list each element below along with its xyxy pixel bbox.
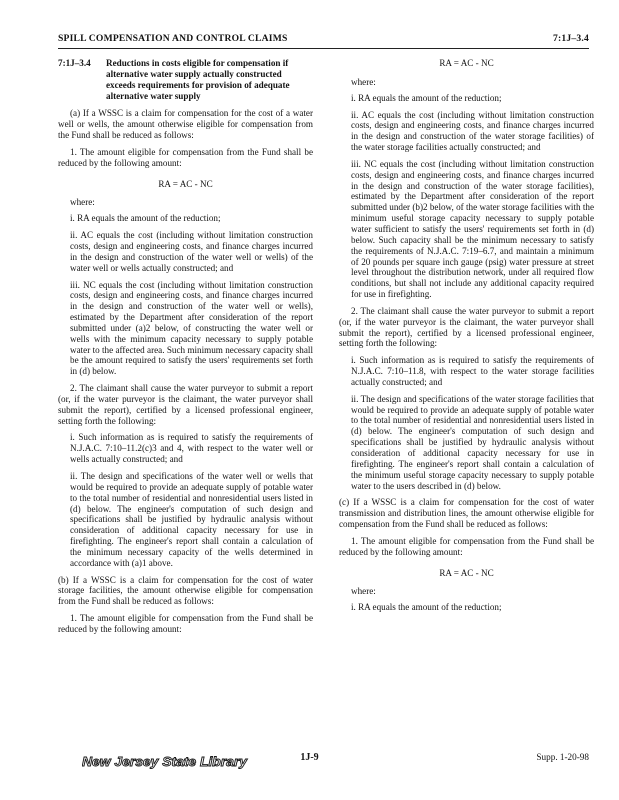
para-a2: 2. The claimant shall cause the water purveyor to submit a report (or, if the water purveyor is the claimant, the water purveyor shall submit the report), certified by a licensed professional engineer, setting forth the following: (58, 383, 313, 426)
header-title: SPILL COMPENSATION AND CONTROL CLAIMS (58, 33, 288, 44)
para-a1: 1. The amount eligible for compensation from the Fund shall be reduced by the following amount: (58, 146, 313, 168)
para-a2-ii: ii. The design and specifications of the water well or wells that would be required to provide an adequate supply of potable water to the total number of residential and nonresidential users listed in (d) below. The engineer's computation of such design and specifications shall be justified by hydraulic analysis without consideration of additional capacity necessary for use in firefighting. The engineer's report shall contain a calculation of the minimum necessary capacity of the wells determined in accordance with (a)1 above. (70, 471, 313, 568)
para-b1-ii: ii. AC equals the cost (including without limitation construction costs, design and engineering costs, and finance charges incurred in the design and construction of the water storage facilities) of the water storage facilities actually constructed; and (351, 109, 594, 153)
para-b1: 1. The amount eligible for compensation from the Fund shall be reduced by the following amount: (58, 613, 313, 634)
para-b1-i: i. RA equals the amount of the reduction; (351, 92, 502, 103)
para-b1-iii: iii. NC equals the cost (including without limitation construction costs, design and engineering costs, and finance charges incurred in the design and construction of the water storage facilities), estimated by the Department after consideration of the report submitted under (b)2 below, of the water storage facilities with the minimum useful storage capacity necessary to supply potable water sufficient to satisfy the users' requirements set forth in (d) below. Such capacity shall be the minimum necessary to satisfy the requirements of N.J.A.C. 7:19–6.7, and maintain a minimum of 20 pounds per square inch gauge (psig) water pressure at street level throughout the distribution network, under all required flow conditions, but shall not include any additional capacity required for use in firefighting. (351, 158, 594, 300)
left-column (58, 58, 313, 641)
formula: RA = AC - NC (158, 178, 213, 189)
section-number: 7:1J–3.4 (58, 58, 91, 68)
para-b: (b) If a WSSC is a claim for compensation for the cost of water storage facilities, the amount otherwise eligible for compensation from the Fund shall be reduced as follows: (58, 574, 313, 607)
para-c1-i: i. RA equals the amount of the reduction; (351, 602, 502, 613)
where-label: where: (351, 76, 376, 87)
running-header (58, 33, 589, 44)
formula: RA = AC - NC (439, 567, 494, 578)
para-a1-i: i. RA equals the amount of the reduction; (70, 213, 221, 224)
where-label: where: (70, 197, 95, 208)
para-a1-ii: ii. AC equals the cost (including without limitation construction costs, design and engineering costs, and finance charges incurred in the design and construction of the water well or wells) of the water well or wells actually constructed; and (70, 230, 313, 273)
para-b2-i: i. Such information as is required to satisfy the requirements of N.J.A.C. 7:10–11.8, with respect to the water storage facilities actually constructed; and (351, 355, 594, 387)
header-rule (58, 48, 589, 49)
para-a: (a) If a WSSC is a claim for compensation for the cost of a water well or wells, the amount otherwise eligible for compensation from the Fund shall be reduced as follows: (58, 108, 313, 141)
section-title: Reductions in costs eligible for compensation if alternative water supply actually constructed exceeds requirements for provision of adequate alternative water supply (106, 58, 290, 101)
para-b2-ii: ii. The design and specifications of the water storage facilities that would be required to provide an adequate supply of potable water to the total number of residential and nonresidential users listed in (d) below. The engineer's computation of such design and specifications shall be justified by hydraulic analysis without consideration of additional capacity necessary for use in firefighting. The engineer's report shall contain a calculation of the minimum useful storage capacity necessary to supply potable water to the users described in (d) below. (351, 393, 594, 491)
section-heading (58, 58, 313, 101)
para-c: (c) If a WSSC is a claim for compensation for the cost of water transmission and distribution lines, the amount otherwise eligible for compensation from the Fund shall be reduced as follows: (339, 497, 594, 530)
para-a2-i: i. Such information as is required to satisfy the requirements of N.J.A.C. 7:10–11.2(c)3 and 4, with respect to the water well or wells actually constructed; and (70, 432, 313, 465)
supplement-date: Supp. 1-20-98 (536, 752, 589, 762)
para-c1: 1. The amount eligible for compensation from the Fund shall be reduced by the following amount: (339, 535, 594, 557)
para-a1-iii: iii. NC equals the cost (including without limitation construction costs, design and engineering costs, and finance charges incurred in the design and construction of the water well or wells), estimated by the Department after consideration of the report submitted under (a)2 below, of constructing the water well or wells with the minimum capacity necessary to supply potable water to the affected area. Such minimum necessary capacity shall be the amount required to satisfy the users' requirements set forth in (d) below. (70, 279, 313, 377)
library-stamp-text: New Jersey State Library (82, 754, 248, 769)
where-label: where: (351, 586, 376, 597)
header-section: 7:1J–3.4 (553, 33, 589, 44)
page-number: 1J-9 (300, 752, 319, 763)
para-b2: 2. The claimant shall cause the water purveyor to submit a report (or, if the water purveyor is the claimant, the water purveyor shall submit the report), certified by a licensed professional engineer, setting forth the following: (339, 305, 594, 349)
formula: RA = AC - NC (439, 58, 494, 68)
right-column (339, 58, 594, 619)
